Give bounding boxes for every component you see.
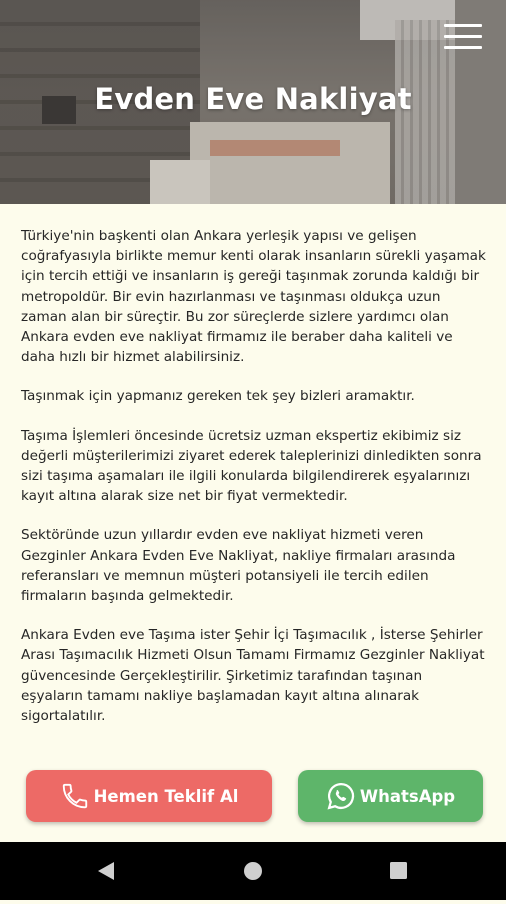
back-triangle-icon (76, 842, 136, 900)
paragraph: Taşıma İşlemleri öncesinde ücretsiz uzman ekspertiz ekibimiz siz değerli müşterilerimizi ziyaret ederek taleplerinizi dinledikten sonra sizi taşıma aşamaları ile ilgili konularda bilgilendirerek eşyalarınızı kayıt altına alarak size net bir fiyat vermektedir. (21, 427, 482, 505)
get-quote-label: Hemen Teklif Al (93, 786, 239, 806)
paragraph: Türkiye'nin başkenti olan Ankara yerleşik yapısı ve gelişen coğrafyasıyla birlikte memur kenti olarak insanların sürekli yaşamak için tercih ettiği ve insanların iş gereği taşınmak zorunda kaldığı bir metropoldür. Bir evin hazırlanması ve taşınması oldukça uzun zaman alan bir süreçtir. Bu zor süreçlerde sizlere yardımcı olan Ankara evden eve nakliyat firmamız ile beraber daha kaliteli ve daha hızlı bir hizmet alabilirsiniz. (21, 228, 486, 366)
paragraph: Taşınmak için yapmanız gereken tek şey bizleri aramaktır. (21, 388, 415, 405)
whatsapp-icon (326, 781, 356, 811)
whatsapp-button[interactable] (298, 770, 483, 822)
hero-header (0, 0, 506, 204)
system-navigation-bar (0, 842, 506, 900)
get-quote-button[interactable] (26, 770, 272, 822)
home-button[interactable] (223, 842, 283, 900)
page-title: Evden Eve Nakliyat (94, 82, 412, 116)
back-button[interactable] (76, 842, 136, 900)
recents-button[interactable] (369, 842, 429, 900)
hamburger-menu-icon[interactable] (444, 24, 482, 54)
article-content (21, 226, 487, 745)
recents-square-icon (369, 842, 429, 900)
home-circle-icon (223, 842, 283, 900)
paragraph: Sektöründe uzun yıllardır evden eve nakliyat hizmeti veren Gezginler Ankara Evden Eve Nakliyat, nakliye firmaları arasında referansları ve memnun müşteri potansiyeli ile tercih edilen firmaların başında gelmektedir. (21, 527, 456, 605)
whatsapp-label: WhatsApp (359, 786, 456, 806)
phone-icon (60, 781, 90, 811)
paragraph: Ankara Evden eve Taşıma ister Şehir İçi Taşımacılık , İsterse Şehirler Arası Taşımacılık Hizmeti Olsun Tamamı Firmamız Gezginler Nakliyat güvencesinde Gerçekleştirilir. Şirketimiz tarafından taşınan eşyaların tamamı nakliye başlamadan kayıt altına alınarak sigortalatılır. (21, 627, 485, 725)
